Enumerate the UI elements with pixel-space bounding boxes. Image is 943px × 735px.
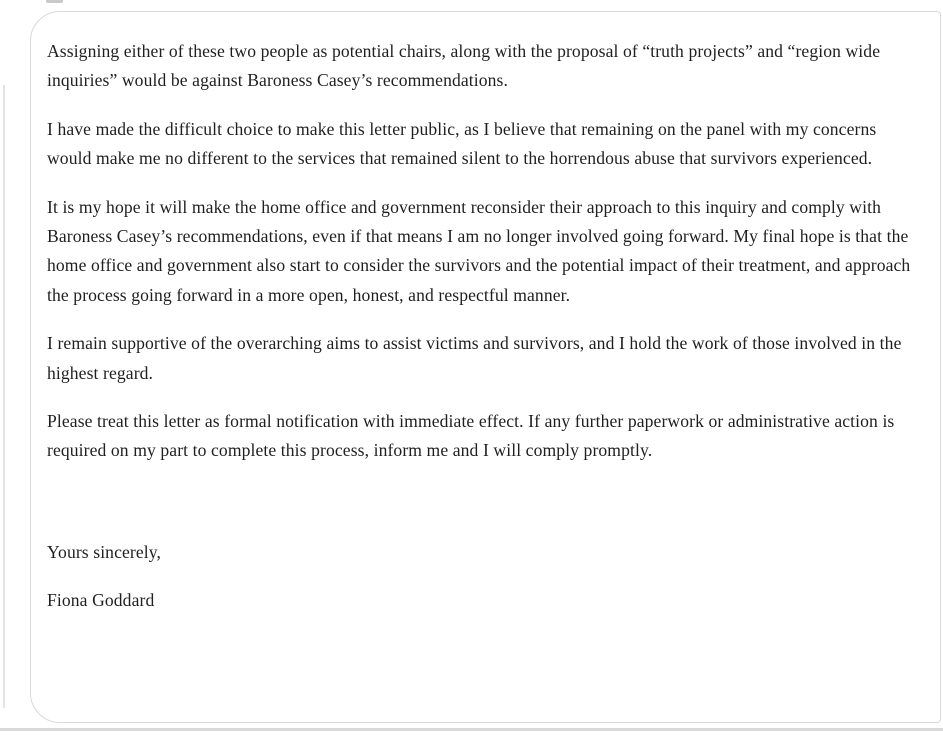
letter-paragraph-4: I remain supportive of the overarching aims to assist victims and survivors, and I hold the work of those involved in the highest regard. (47, 333, 902, 383)
bottom-divider-line (0, 728, 943, 731)
letter-closing: Yours sincerely, (47, 541, 161, 562)
letter-paragraph-2: I have made the difficult choice to make this letter public, as I believe that remaining on the panel with my concerns would make me no different to the services that remained silent to the horrendous abuse that survivors experienced. (47, 118, 877, 169)
letter-card (30, 11, 941, 723)
letter-signature: Fiona Goddard (47, 590, 155, 611)
letter-body (31, 12, 927, 616)
letter-paragraph-3: It is my hope it will make the home office and government reconsider their approach to this inquiry and comply with Baroness Casey’s recommendations, even if that means I am no longer involved going forward. My final hope is that the home office and government also start to consider the survivors and the potential impact of their treatment, and approach the process going forward in a more open, honest, and respectful manner. (47, 196, 911, 305)
letter-paragraph-5: Please treat this letter as formal notification with immediate effect. If any further paperwork or administrative action is required on my part to complete this process, inform me and I will comply promptly. (47, 411, 895, 461)
cropped-content-artifact (46, 0, 63, 3)
letter-paragraph-1: Assigning either of these two people as potential chairs, along with the proposal of “truth projects” and “region wide inquiries” would be against Baroness Casey’s recommendations. (47, 41, 881, 91)
page-edge-line (3, 85, 5, 708)
